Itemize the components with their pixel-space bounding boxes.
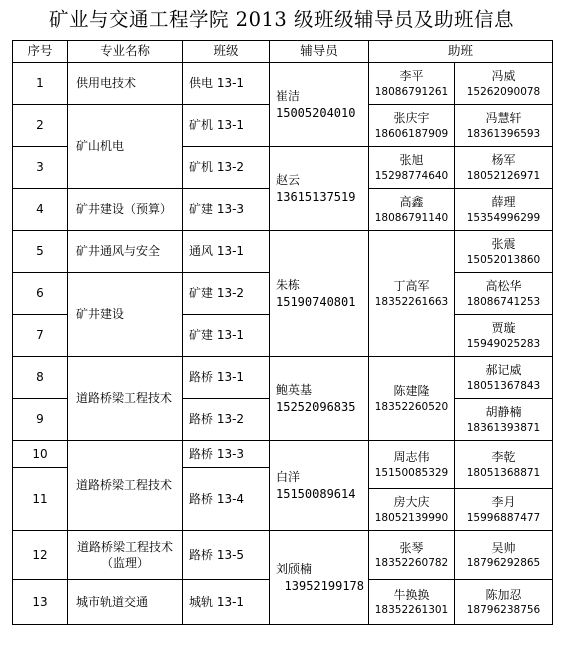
assistant-name: 张庆宇	[393, 111, 430, 126]
counselor-phone: 15150089614	[276, 486, 356, 501]
counselor-cell	[270, 531, 369, 625]
assistant-cell	[369, 489, 455, 531]
row-no: 12	[13, 531, 68, 580]
assistant-cell	[369, 580, 455, 625]
assistant-cell	[455, 63, 553, 105]
row-no: 10	[13, 441, 68, 468]
assistant-phone: 15150085329	[374, 466, 449, 479]
assistant-cell	[455, 580, 553, 625]
assistant-cell	[455, 273, 553, 315]
assistant-phone: 18361393871	[466, 421, 541, 434]
class-cell: 城轨 13-1	[183, 580, 270, 625]
assistant-name: 薛理	[491, 195, 516, 210]
assistant-cell	[455, 441, 553, 489]
assistant-cell	[369, 531, 455, 580]
row-no: 7	[13, 315, 68, 357]
major-cell: 矿井建设	[68, 273, 183, 357]
assistant-phone: 15052013860	[466, 253, 541, 266]
assistant-name: 冯慧轩	[485, 111, 522, 126]
assistant-phone: 18352261301	[374, 604, 449, 616]
major-cell: 道路桥梁工程技术	[68, 357, 183, 441]
info-table	[12, 40, 553, 625]
header-major: 专业名称	[68, 41, 183, 63]
class-cell: 路桥 13-4	[183, 468, 270, 531]
assistant-name: 陈加忍	[485, 587, 522, 602]
assistant-cell	[369, 63, 455, 105]
assistant-name: 李平	[399, 69, 424, 84]
major-cell: 道路桥梁工程技术	[68, 441, 183, 531]
counselor-phone: 15005204010	[276, 105, 356, 120]
class-cell: 路桥 13-1	[183, 357, 270, 399]
assistant-cell	[455, 105, 553, 147]
major-cell: 城市轨道交通	[68, 580, 183, 625]
class-cell: 矿建 13-1	[183, 315, 270, 357]
assistant-phone: 18352260782	[374, 557, 449, 569]
assistant-name: 胡静楠	[485, 405, 522, 420]
assistant-cell	[455, 357, 553, 399]
counselor-name: 朱栋	[276, 278, 301, 293]
row-no: 6	[13, 273, 68, 315]
counselor-phone: 15190740801	[276, 294, 356, 309]
assistant-cell	[455, 489, 553, 531]
table-row	[13, 231, 553, 273]
assistant-cell	[369, 147, 455, 189]
assistant-cell	[455, 147, 553, 189]
counselor-phone: 13615137519	[276, 189, 356, 204]
table-row	[13, 63, 553, 105]
row-no: 5	[13, 231, 68, 273]
major-cell: 矿井通风与安全	[68, 231, 183, 273]
assistant-name: 房大庆	[393, 495, 430, 510]
class-cell: 供电 13-1	[183, 63, 270, 105]
class-cell: 路桥 13-5	[183, 531, 270, 580]
assistant-phone: 15996887477	[466, 511, 541, 524]
assistant-phone: 18352260520	[374, 400, 449, 413]
major-cell: 道路桥梁工程技术（监理）	[68, 531, 183, 580]
assistant-phone: 18051368871	[466, 466, 541, 479]
major-cell: 供用电技术	[68, 63, 183, 105]
assistant-cell	[369, 357, 455, 441]
counselor-cell	[270, 231, 369, 357]
assistant-cell	[455, 399, 553, 441]
assistant-phone: 18796238756	[466, 604, 541, 616]
assistant-name: 冯威	[491, 69, 516, 84]
assistant-phone: 18086791140	[374, 211, 449, 224]
assistant-name: 贾璇	[491, 321, 516, 336]
assistant-name: 丁高军	[393, 279, 430, 294]
assistant-name: 周志伟	[393, 450, 430, 465]
row-no: 2	[13, 105, 68, 147]
counselor-name: 鲍英基	[276, 383, 313, 398]
assistant-name: 张旭	[399, 153, 424, 168]
header-assistant: 助班	[369, 41, 553, 63]
assistant-phone: 18052139990	[374, 511, 449, 524]
counselor-cell	[270, 63, 369, 147]
assistant-cell	[369, 105, 455, 147]
row-no: 3	[13, 147, 68, 189]
assistant-phone: 18051367843	[466, 379, 541, 392]
row-no: 11	[13, 468, 68, 531]
row-no: 13	[13, 580, 68, 625]
major-cell: 矿山机电	[68, 105, 183, 189]
assistant-cell	[369, 231, 455, 357]
assistant-phone: 15298774640	[374, 169, 449, 182]
class-cell: 通风 13-1	[183, 231, 270, 273]
assistant-name: 郝记威	[485, 363, 522, 378]
assistant-name: 高鑫	[399, 195, 424, 210]
counselor-name: 刘颀楠	[276, 562, 313, 577]
class-cell: 路桥 13-2	[183, 399, 270, 441]
assistant-name: 杨军	[491, 153, 516, 168]
counselor-cell	[270, 441, 369, 531]
class-cell: 矿机 13-1	[183, 105, 270, 147]
assistant-name: 陈建隆	[393, 384, 430, 399]
assistant-phone: 18352261663	[374, 295, 449, 308]
counselor-name: 白洋	[276, 470, 301, 485]
assistant-phone: 18086741253	[466, 295, 541, 308]
page-title: 矿业与交通工程学院 2013 级班级辅导员及助班信息	[48, 8, 515, 31]
assistant-name: 牛换换	[393, 587, 430, 602]
row-no: 4	[13, 189, 68, 231]
class-cell: 矿建 13-3	[183, 189, 270, 231]
assistant-phone: 18361396593	[466, 127, 541, 140]
counselor-name: 赵云	[276, 173, 301, 188]
assistant-phone: 18086791261	[374, 85, 449, 98]
assistant-name: 高松华	[485, 279, 522, 294]
table-header-row	[13, 41, 553, 63]
counselor-phone: 15252096835	[276, 399, 356, 414]
counselor-cell	[270, 147, 369, 231]
assistant-cell	[455, 189, 553, 231]
header-no: 序号	[13, 41, 68, 63]
major-cell: 矿井建设（预算）	[68, 189, 183, 231]
counselor-name: 崔洁	[276, 89, 301, 104]
assistant-cell	[455, 315, 553, 357]
assistant-phone: 15949025283	[466, 337, 541, 350]
assistant-cell	[369, 189, 455, 231]
assistant-phone: 15354996299	[466, 211, 541, 224]
table-row	[13, 531, 553, 580]
assistant-cell	[455, 531, 553, 580]
assistant-name: 李月	[491, 495, 516, 510]
assistant-name: 张震	[491, 237, 516, 252]
header-counselor: 辅导员	[270, 41, 369, 63]
table-row	[13, 441, 553, 468]
counselor-cell	[270, 357, 369, 441]
assistant-cell	[455, 231, 553, 273]
assistant-phone: 18796292865	[466, 557, 541, 569]
class-cell: 矿建 13-2	[183, 273, 270, 315]
class-cell: 路桥 13-3	[183, 441, 270, 468]
table-row	[13, 357, 553, 399]
header-class: 班级	[183, 41, 270, 63]
class-cell: 矿机 13-2	[183, 147, 270, 189]
assistant-name: 张琴	[399, 540, 424, 555]
assistant-phone: 18606187909	[374, 127, 449, 140]
assistant-phone: 15262090078	[466, 85, 541, 98]
row-no: 8	[13, 357, 68, 399]
counselor-phone: 13952199178	[284, 578, 364, 593]
assistant-name: 吴帅	[491, 540, 516, 555]
row-no: 1	[13, 63, 68, 105]
row-no: 9	[13, 399, 68, 441]
assistant-phone: 18052126971	[466, 169, 541, 182]
assistant-name: 李乾	[491, 450, 516, 465]
assistant-cell	[369, 441, 455, 489]
